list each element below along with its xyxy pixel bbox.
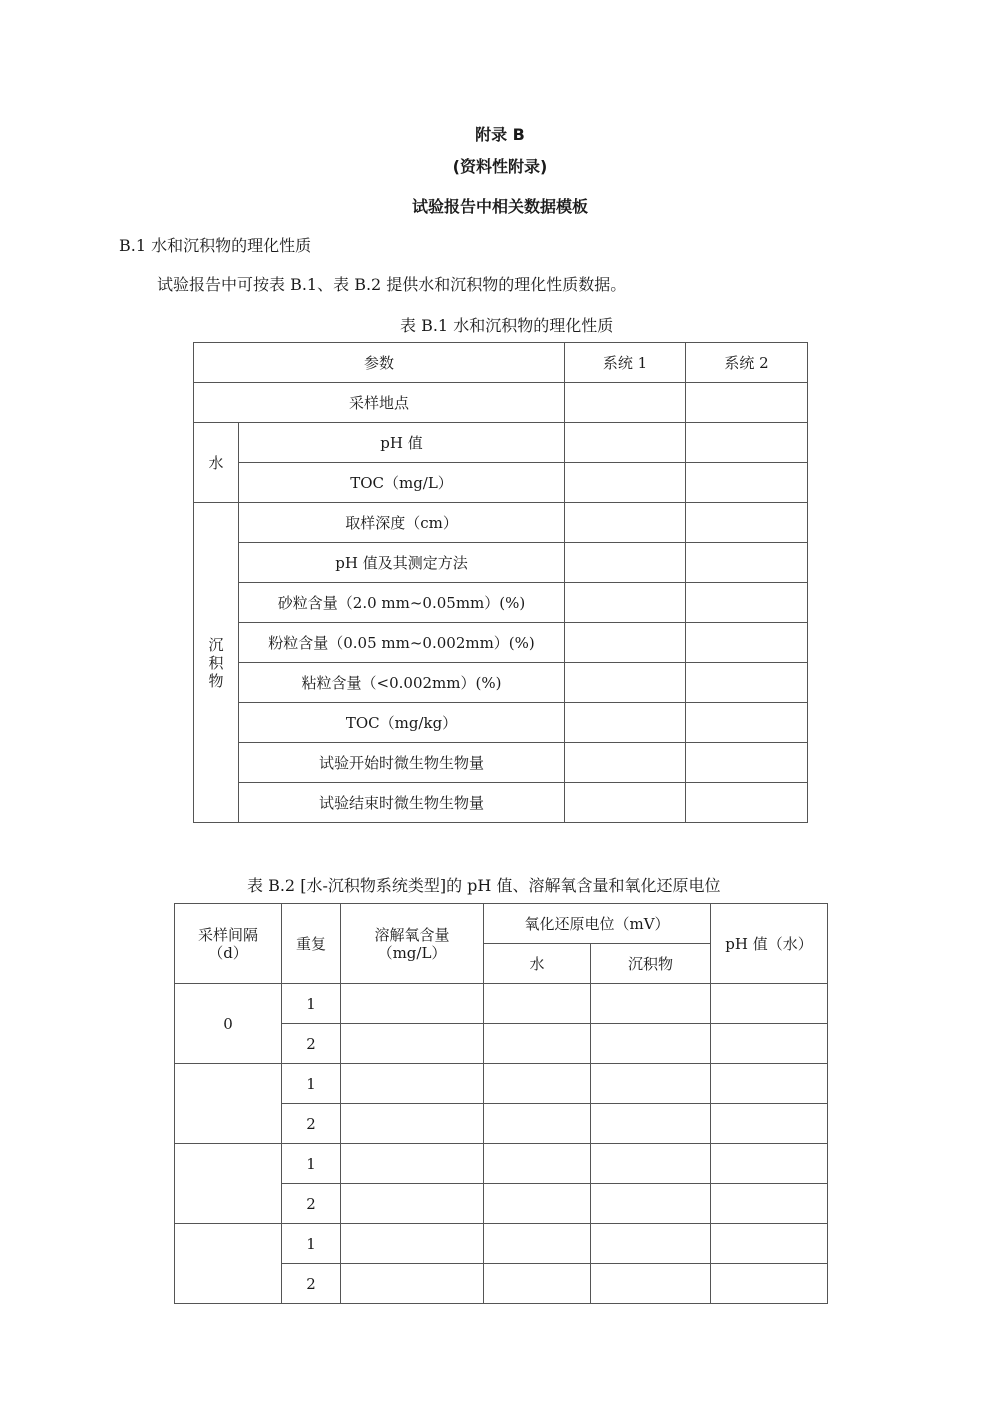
- value-cell: [565, 423, 686, 463]
- value-cell: [591, 1224, 711, 1264]
- value-cell: [484, 1024, 591, 1064]
- value-cell: [711, 1264, 828, 1304]
- header-redox-water: 水: [484, 944, 591, 984]
- header-do-line2: （mg/L）: [377, 943, 447, 962]
- value-cell: [565, 543, 686, 583]
- table-row: [194, 543, 808, 583]
- row-label: 粘粒含量（<0.002mm）(%): [239, 663, 565, 703]
- replicate-cell: 1: [282, 1224, 341, 1264]
- value-cell: [711, 1064, 828, 1104]
- value-cell: [591, 1064, 711, 1104]
- value-cell: [565, 383, 686, 423]
- row-label: TOC（mg/L）: [239, 463, 565, 503]
- header-redox: 氧化还原电位（mV）: [484, 904, 711, 944]
- row-label: TOC（mg/kg）: [239, 703, 565, 743]
- table-row: [194, 383, 808, 423]
- table-row: [194, 783, 808, 823]
- value-cell: [484, 1224, 591, 1264]
- header-ph-water: pH 值（水）: [711, 904, 828, 984]
- value-cell: [686, 743, 808, 783]
- table1-caption: 表 B.1 水和沉积物的理化性质: [400, 316, 614, 335]
- value-cell: [565, 463, 686, 503]
- sediment-char: 物: [208, 671, 224, 690]
- value-cell: [341, 1224, 484, 1264]
- value-cell: [565, 503, 686, 543]
- replicate-cell: 2: [282, 1104, 341, 1144]
- value-cell: [591, 1024, 711, 1064]
- value-cell: [484, 1064, 591, 1104]
- table-row: [194, 663, 808, 703]
- header-parameter: 参数: [194, 343, 565, 383]
- interval-cell: 0: [175, 984, 282, 1064]
- value-cell: [341, 1024, 484, 1064]
- value-cell: [686, 423, 808, 463]
- value-cell: [591, 1144, 711, 1184]
- replicate-cell: 2: [282, 1024, 341, 1064]
- value-cell: [341, 1144, 484, 1184]
- value-cell: [341, 1104, 484, 1144]
- value-cell: [591, 1264, 711, 1304]
- value-cell: [711, 984, 828, 1024]
- header-system-2: 系统 2: [686, 343, 808, 383]
- value-cell: [565, 663, 686, 703]
- value-cell: [711, 1024, 828, 1064]
- value-cell: [565, 623, 686, 663]
- replicate-cell: 1: [282, 984, 341, 1024]
- row-label: 取样深度（cm）: [239, 503, 565, 543]
- group-label-water: 水: [194, 423, 239, 503]
- header-interval: [175, 904, 282, 984]
- table-row: [194, 343, 808, 383]
- value-cell: [686, 623, 808, 663]
- sediment-char: 积: [208, 653, 224, 672]
- value-cell: [484, 1184, 591, 1224]
- row-label: pH 值及其测定方法: [239, 543, 565, 583]
- appendix-type: (资料性附录): [452, 157, 548, 176]
- replicate-cell: 2: [282, 1264, 341, 1304]
- value-cell: [686, 503, 808, 543]
- value-cell: [484, 984, 591, 1024]
- table-row: [194, 583, 808, 623]
- value-cell: [686, 383, 808, 423]
- header-do-line1: 溶解氧含量: [374, 925, 450, 944]
- table2-caption: 表 B.2 [水-沉积物系统类型]的 pH 值、溶解氧含量和氧化还原电位: [247, 876, 721, 895]
- value-cell: [686, 463, 808, 503]
- header-interval-line2: （d）: [208, 943, 248, 962]
- header-replicate: 重复: [282, 904, 341, 984]
- value-cell: [686, 543, 808, 583]
- value-cell: [565, 583, 686, 623]
- group-label-sediment: [194, 503, 239, 823]
- value-cell: [686, 783, 808, 823]
- sediment-char: 沉: [208, 635, 224, 654]
- row-label: 试验结束时微生物生物量: [239, 783, 565, 823]
- value-cell: [686, 663, 808, 703]
- value-cell: [484, 1144, 591, 1184]
- table2-ph-do-redox: [174, 903, 828, 1304]
- table-row: [194, 503, 808, 543]
- intro-paragraph: 试验报告中可按表 B.1、表 B.2 提供水和沉积物的理化性质数据。: [157, 275, 627, 294]
- replicate-cell: 1: [282, 1144, 341, 1184]
- table-row: [194, 623, 808, 663]
- page-title: 试验报告中相关数据模板: [411, 197, 588, 216]
- table-row: [175, 1144, 828, 1184]
- table-row: [194, 423, 808, 463]
- row-label: 试验开始时微生物生物量: [239, 743, 565, 783]
- interval-cell: [175, 1064, 282, 1144]
- row-label: 砂粒含量（2.0 mm~0.05mm）(%): [239, 583, 565, 623]
- value-cell: [686, 703, 808, 743]
- row-label: pH 值: [239, 423, 565, 463]
- table-row: [175, 1064, 828, 1104]
- table-row: [194, 703, 808, 743]
- value-cell: [341, 984, 484, 1024]
- value-cell: [591, 1104, 711, 1144]
- row-label-sampling-site: 采样地点: [194, 383, 565, 423]
- table1-properties: [193, 342, 808, 823]
- header-interval-line1: 采样间隔: [197, 925, 258, 944]
- value-cell: [711, 1184, 828, 1224]
- header-dissolved-oxygen: [341, 904, 484, 984]
- row-label: 粉粒含量（0.05 mm~0.002mm）(%): [239, 623, 565, 663]
- replicate-cell: 2: [282, 1184, 341, 1224]
- value-cell: [711, 1104, 828, 1144]
- value-cell: [711, 1144, 828, 1184]
- value-cell: [565, 703, 686, 743]
- value-cell: [591, 1184, 711, 1224]
- replicate-cell: 1: [282, 1064, 341, 1104]
- value-cell: [686, 583, 808, 623]
- table-row: [194, 743, 808, 783]
- value-cell: [565, 783, 686, 823]
- table-row: [175, 904, 828, 944]
- value-cell: [341, 1184, 484, 1224]
- header-redox-sediment: 沉积物: [591, 944, 711, 984]
- value-cell: [341, 1064, 484, 1104]
- value-cell: [591, 984, 711, 1024]
- table-row: [175, 1224, 828, 1264]
- interval-cell: [175, 1144, 282, 1224]
- section-heading: B.1 水和沉积物的理化性质: [119, 236, 312, 255]
- value-cell: [341, 1264, 484, 1304]
- table-row: [194, 463, 808, 503]
- header-system-1: 系统 1: [565, 343, 686, 383]
- value-cell: [565, 743, 686, 783]
- interval-cell: [175, 1224, 282, 1304]
- value-cell: [484, 1104, 591, 1144]
- value-cell: [711, 1224, 828, 1264]
- table-row: [175, 984, 828, 1024]
- appendix-label: 附录 B: [475, 125, 525, 144]
- value-cell: [484, 1264, 591, 1304]
